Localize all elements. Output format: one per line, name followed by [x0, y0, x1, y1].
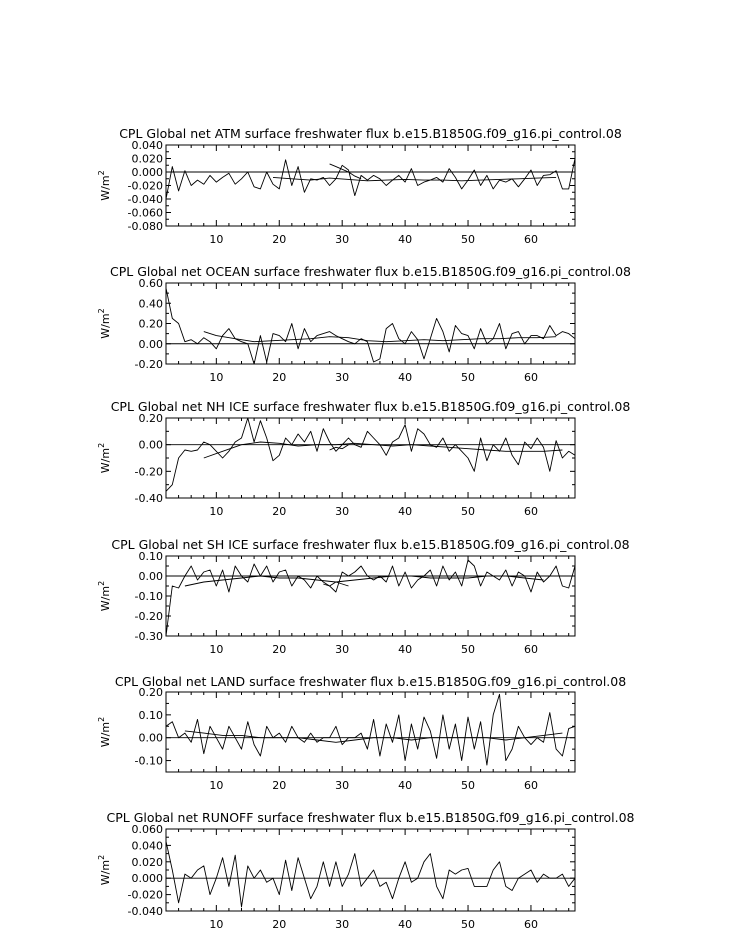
chart-title: CPL Global net ATM surface freshwater flux b.e15.B1850G.f09_g16.pi_control.08 — [119, 126, 622, 141]
y-axis-label — [97, 443, 112, 473]
y-tick-label: -0.20 — [134, 610, 163, 623]
chart-panel-4 — [97, 537, 630, 656]
y-axis-label — [97, 308, 112, 338]
y-tick-label: -0.20 — [134, 465, 163, 479]
y-tick-label: -0.10 — [134, 590, 163, 603]
y-axis-label-unit: W/m — [99, 585, 112, 612]
chart-panel-1 — [97, 126, 622, 246]
chart-title: CPL Global net SH ICE surface freshwater flux b.e15.B1850G.f09_g16.pi_control.08 — [111, 537, 630, 552]
chart-title: CPL Global net RUNOFF surface freshwater flux b.e15.B1850G.f09_g16.pi_control.08 — [106, 810, 635, 825]
x-tick-label: 30 — [335, 371, 350, 384]
x-tick-label: 30 — [335, 643, 350, 656]
x-tick-label: 60 — [523, 643, 538, 656]
y-axis-label-exponent: 2 — [97, 716, 106, 722]
x-tick-label: 30 — [335, 233, 350, 246]
x-tick-label: 50 — [461, 918, 476, 931]
x-tick-label: 50 — [461, 505, 476, 518]
x-tick-label: 50 — [461, 643, 476, 656]
x-tick-label: 40 — [398, 371, 413, 384]
y-tick-label: -0.040 — [127, 905, 163, 918]
y-tick-label: 0.20 — [138, 686, 163, 699]
plot-frame — [166, 145, 575, 226]
y-axis-label-unit: W/m — [99, 313, 112, 339]
x-tick-label: 60 — [523, 505, 538, 518]
x-tick-label: 20 — [272, 233, 287, 246]
series-line-1 — [166, 694, 575, 765]
x-tick-label: 10 — [209, 371, 224, 384]
chart-panel-3 — [97, 399, 630, 518]
y-tick-label: -0.020 — [127, 179, 163, 193]
chart-title: CPL Global net NH ICE surface freshwater flux b.e15.B1850G.f09_g16.pi_control.08 — [110, 399, 631, 414]
y-tick-label: -0.20 — [134, 358, 163, 371]
y-axis-label — [97, 855, 112, 885]
x-tick-label: 30 — [335, 918, 350, 931]
series-line-1 — [166, 288, 575, 364]
y-tick-label: -0.30 — [134, 630, 163, 643]
series-line-1 — [166, 841, 575, 907]
series-line-1 — [166, 418, 575, 491]
y-tick-label: 0.040 — [131, 839, 163, 853]
y-axis-label-unit: W/m — [99, 721, 112, 748]
series-line-2 — [185, 576, 544, 586]
y-tick-label: 0.60 — [138, 277, 163, 290]
y-tick-label: 0.10 — [138, 708, 163, 722]
x-tick-label: 10 — [209, 505, 224, 518]
x-tick-label: 20 — [272, 371, 287, 384]
x-tick-label: 60 — [523, 371, 538, 384]
x-tick-label: 40 — [398, 918, 413, 931]
y-tick-label: 0.020 — [131, 152, 163, 166]
plot-frame — [166, 829, 575, 911]
y-tick-label: 0.40 — [138, 297, 163, 311]
y-tick-label: 0.00 — [138, 570, 163, 583]
y-tick-label: -0.020 — [127, 888, 163, 902]
chart-title: CPL Global net LAND surface freshwater flux b.e15.B1850G.f09_g16.pi_control.08 — [114, 674, 627, 689]
y-axis-label-exponent: 2 — [97, 308, 106, 314]
x-tick-label: 40 — [398, 233, 413, 246]
y-tick-label: 0.000 — [131, 166, 163, 179]
y-axis-label-exponent: 2 — [97, 442, 106, 448]
x-tick-label: 20 — [272, 918, 287, 931]
y-axis-label-exponent: 2 — [97, 580, 106, 586]
x-tick-label: 40 — [398, 505, 413, 518]
y-axis-label — [97, 581, 112, 611]
x-tick-label: 60 — [523, 233, 538, 246]
x-tick-label: 30 — [335, 779, 350, 792]
chart-panel-2 — [97, 264, 631, 384]
x-tick-label: 10 — [209, 918, 224, 931]
y-axis-label-exponent: 2 — [97, 854, 106, 860]
y-tick-label: -0.040 — [127, 193, 163, 206]
y-tick-label: 0.040 — [131, 139, 163, 152]
x-tick-label: 50 — [461, 779, 476, 792]
x-tick-label: 10 — [209, 233, 224, 246]
x-tick-label: 10 — [209, 779, 224, 792]
y-axis-label — [97, 170, 112, 200]
y-tick-label: 0.00 — [138, 731, 163, 745]
y-tick-label: 0.00 — [138, 438, 163, 452]
y-tick-label: 0.020 — [131, 855, 163, 869]
y-axis-label-exponent: 2 — [97, 170, 106, 176]
x-tick-label: 50 — [461, 371, 476, 384]
y-tick-label: -0.060 — [127, 206, 163, 220]
x-tick-label: 60 — [523, 779, 538, 792]
x-tick-label: 10 — [209, 643, 224, 656]
x-tick-label: 60 — [523, 918, 538, 931]
y-axis-label-unit: W/m — [99, 859, 112, 886]
series-line-3 — [330, 164, 362, 179]
series-line-2 — [185, 731, 563, 742]
chart-panel-6 — [97, 810, 635, 931]
chart-title: CPL Global net OCEAN surface freshwater flux b.e15.B1850G.f09_g16.pi_control.08 — [110, 264, 631, 279]
y-tick-label: -0.40 — [134, 492, 163, 505]
y-tick-label: 0.000 — [131, 872, 163, 886]
x-tick-label: 20 — [272, 643, 287, 656]
y-tick-label: -0.080 — [127, 220, 163, 233]
plot-frame — [166, 556, 575, 636]
y-axis-label-unit: W/m — [99, 447, 112, 474]
y-axis-label-unit: W/m — [99, 175, 112, 201]
y-tick-label: 0.10 — [138, 550, 163, 563]
y-axis-label — [97, 717, 112, 747]
series-line-1 — [166, 560, 575, 636]
chart-panel-5 — [97, 674, 626, 792]
x-tick-label: 50 — [461, 233, 476, 246]
y-tick-label: 0.00 — [138, 337, 163, 351]
y-tick-label: 0.20 — [138, 317, 163, 331]
y-tick-label: 0.20 — [138, 412, 163, 425]
y-tick-label: -0.10 — [134, 754, 163, 768]
x-tick-label: 40 — [398, 779, 413, 792]
x-tick-label: 20 — [272, 779, 287, 792]
x-tick-label: 20 — [272, 505, 287, 518]
x-tick-label: 40 — [398, 643, 413, 656]
x-tick-label: 30 — [335, 505, 350, 518]
y-tick-label: 0.060 — [131, 823, 163, 836]
